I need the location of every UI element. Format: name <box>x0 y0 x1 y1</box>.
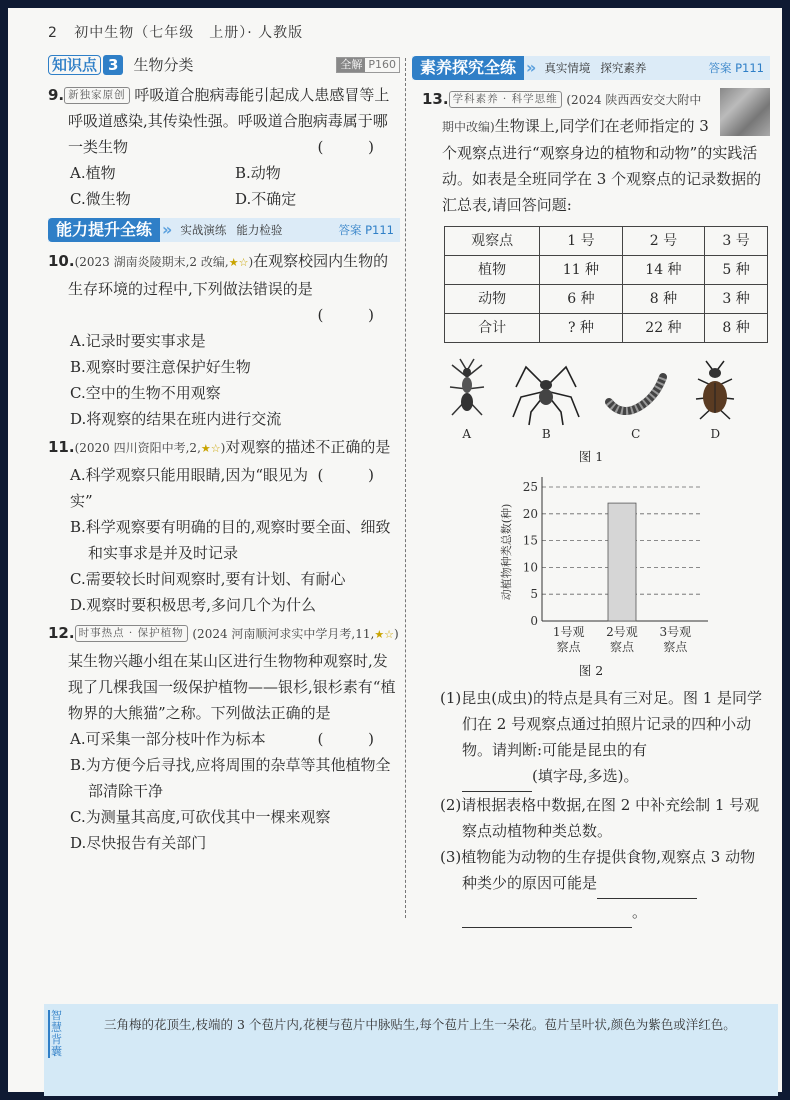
x-tick-label: 2号观 <box>606 625 638 639</box>
table-row: 植物 11 种 14 种 5 种 <box>445 256 768 285</box>
table-row: 动物 6 种 8 种 3 种 <box>445 285 768 314</box>
tip-text: 三角梅的花顶生,枝端的 3 个苞片内,花梗与苞片中脉贴生,每个苞片上生一朵花。苞片呈叶状,颜色为紫色或洋红色。 <box>104 1017 736 1032</box>
y-axis-label: 动植物种类总数(种) <box>500 503 513 601</box>
qr-code[interactable] <box>720 88 770 136</box>
option: B.为方便今后寻找,应将周围的杂草等其他植物全部清除干净 <box>70 756 391 800</box>
figure-2-caption: 图 2 <box>578 663 604 678</box>
column-divider <box>405 58 406 918</box>
left-column <box>48 52 400 856</box>
running-header: 2 初中生物（七年级 上册）· 人教版 <box>48 25 304 41</box>
insect-a-image: A <box>442 357 492 441</box>
y-tick-label: 25 <box>522 480 538 494</box>
inquiry-section-header: 素养探究全练 » 真实情境 探究素养 答案 P111 <box>412 56 770 80</box>
knowledge-label: 知识点 <box>48 55 101 75</box>
y-tick-label: 10 <box>522 560 538 575</box>
y-tick-label: 0 <box>530 614 538 628</box>
figure-1 <box>432 351 750 447</box>
spider-b-image: B <box>511 357 581 441</box>
option: B.观察时要注意保护好生物 <box>70 358 251 376</box>
option: C.为测量其高度,可砍伐其中一棵来观察 <box>70 808 331 826</box>
question-tag: 时事热点 · 保护植物 <box>75 625 188 642</box>
table-header-row: 观察点 1 号 2 号 3 号 <box>445 227 768 256</box>
option: A.植物 <box>70 164 116 182</box>
beetle-d-image: D <box>690 357 740 441</box>
subquestion-3: (3)植物能为动物的生存提供食物,观察点 3 动物种类少的原因可能是 。 <box>462 844 770 928</box>
question-13: 13. 学科素养 · 科学思维 (2024 陕西西安交大附中期中改编)生物课上,同学们在老师指定的 3 个观察点进行“观察身边的植物和动物”的实践活动。如表是全班同学在 3 个观察点的记录数据的汇总表,请回答问题: 观察点 1 号 2 号 3 号 植物 11 种 14 种 5 种 动物 6 种 8 种 3 种 合计 ? 种 22 种 8 种 A B C D 图 1 0 5 10 15 20 25 动植物种类总数(种) 1号观 察点 2号观 察点 3号观 察点 图 2 (1)昆虫(成虫)的特点是具有三对足。图 1 是同学们在 2 号观察点通过拍照片记录的四种小动物。请判断:可能是昆虫的有 (填字母,多选)。 (2)请根据表格中数据,在图 2 中补充绘制 1 号观察点动植物种类总数。 (3)植物能为动物的生存提供食物,观察点 3 动物种类少的原因可能是 。 <box>412 86 770 928</box>
x-tick-label: 察点 <box>556 640 581 654</box>
question-tag: 新独家原创 <box>64 87 130 104</box>
figure-2-bar-chart <box>412 471 770 661</box>
ability-section-header: 能力提升全练 » 实战演练 能力检验 答案 P111 <box>48 218 400 242</box>
option: D.尽快报告有关部门 <box>70 834 207 852</box>
y-tick-label: 15 <box>522 533 538 548</box>
knowledge-number: 3 <box>103 55 123 75</box>
question-9: 9. 新独家原创 呼吸道合胞病毒能引起成人患感冒等上呼吸道感染,其传染性强。呼吸道合胞病毒属于哪一类生物 ( ) A.植物 B.动物 C.微生物 D.不确定 <box>48 82 400 212</box>
option: A.科学观察只能用眼睛,因为“眼见为实” <box>70 466 309 510</box>
option: D.将观察的结果在班内进行交流 <box>70 410 282 428</box>
y-tick-label: 5 <box>530 587 538 602</box>
x-tick-label: 3号观 <box>659 625 692 639</box>
bar <box>608 503 636 621</box>
option: B.科学观察要有明确的目的,观察时要全面、细致和实事求是并及时记录 <box>70 518 391 562</box>
centipede-c-image: C <box>601 357 671 441</box>
option: D.不确定 <box>235 190 297 208</box>
right-column <box>412 52 770 928</box>
option: C.空中的生物不用观察 <box>70 384 221 402</box>
option: C.需要较长时间观察时,要有计划、有耐心 <box>70 570 346 588</box>
question-tag: 学科素养 · 科学思维 <box>449 91 562 108</box>
subquestion-2: (2)请根据表格中数据,在图 2 中补充绘制 1 号观察点动植物种类总数。 <box>440 796 760 840</box>
figure-1-caption: 图 1 <box>578 449 604 464</box>
option: A.可采集一部分枝叶作为标本 <box>70 730 266 748</box>
table-row: 合计 ? 种 22 种 8 种 <box>445 314 768 343</box>
knowledge-title: 生物分类 <box>133 56 194 74</box>
x-tick-label: 察点 <box>663 640 688 654</box>
x-tick-label: 察点 <box>609 640 635 654</box>
answer-blank[interactable] <box>597 872 697 899</box>
page <box>8 8 782 1092</box>
wisdom-tip-box <box>44 1004 778 1096</box>
solution-ref: 全解 P160 <box>336 57 400 73</box>
x-tick-label: 1号观 <box>552 625 585 639</box>
observation-table <box>444 226 768 343</box>
question-10: 10.(2023 湖南炎陵期末,2 改编,★☆)在观察校园内生物的生存环境的过程中,下列做法错误的是 ( ) A.记录时要实事求是 B.观察时要注意保护好生物 C.空中的生物不用观察 D.将观察的结果在班内进行交流 <box>48 248 400 432</box>
knowledge-point-header <box>48 54 400 76</box>
y-tick-label: 20 <box>522 506 538 521</box>
option: A.记录时要实事求是 <box>70 332 206 350</box>
question-11: 11.(2020 四川资阳中考,2,★☆)对观察的描述不正确的是 ( ) A.科学观察只能用眼睛,因为“眼见为实” B.科学观察要有明确的目的,观察时要全面、细致和实事求是并及时记录 C.需要较长时间观察时,要有计划、有耐心 D.观察时要积极思考,多问几个为什么 <box>48 434 400 618</box>
subquestion-1: (1)昆虫(成虫)的特点是具有三对足。图 1 是同学们在 2 号观察点通过拍照片记录的四种小动物。请判断:可能是昆虫的有 (填字母,多选)。 <box>462 685 770 792</box>
question-12: 12. 时事热点 · 保护植物 (2024 河南顺河求实中学月考,11,★☆)某生物兴趣小组在某山区进行生物物种观察时,发现了几棵我国一级保护植物——银杉,银杉素有“植物界的大熊猫”之称。下列做法正确的是 ( ) A.可采集一部分枝叶作为标本 B.为方便今后寻找,应将周围的杂草等其他植物全部清除干净 C.为测量其高度,可砍伐其中一棵来观察 D.尽快报告有关部门 <box>48 620 400 856</box>
answer-blank[interactable] <box>462 765 532 792</box>
answer-blank[interactable] <box>462 901 632 928</box>
option: B.动物 <box>235 164 281 182</box>
option: C.微生物 <box>70 190 131 208</box>
tip-label: 智慧背囊 <box>48 1010 62 1058</box>
option: D.观察时要积极思考,多问几个为什么 <box>70 596 317 614</box>
